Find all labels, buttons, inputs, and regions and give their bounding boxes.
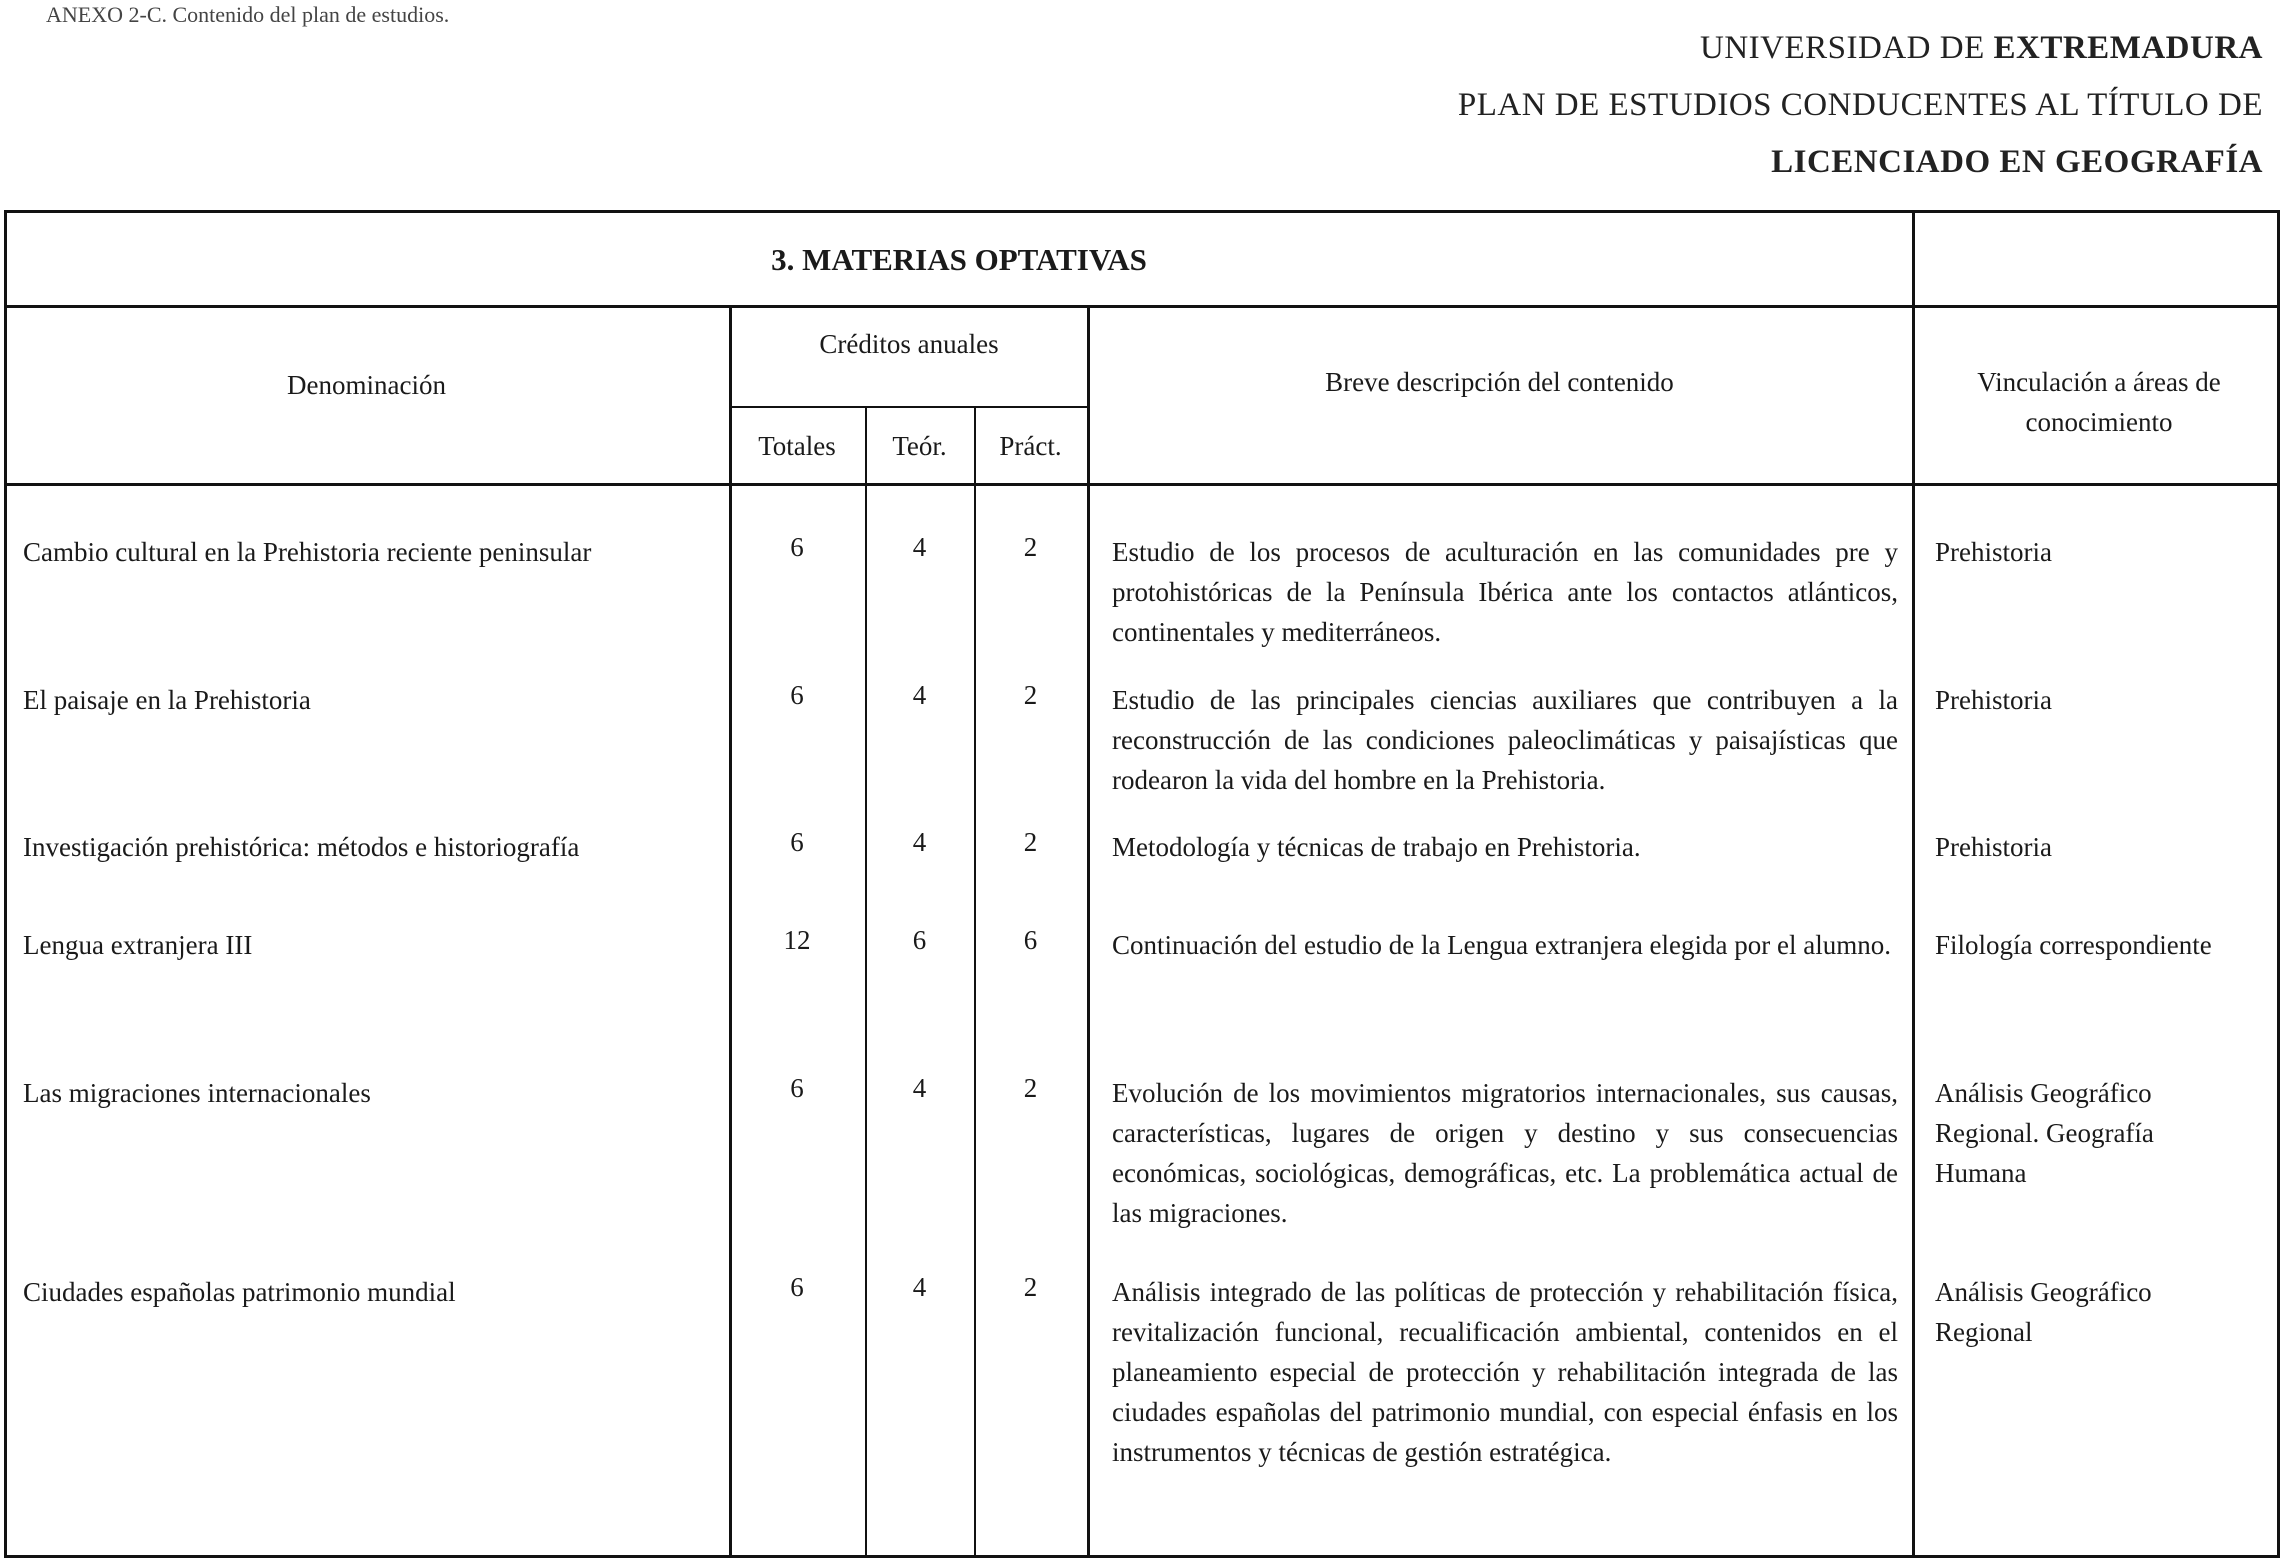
- row-totales: 6: [790, 532, 804, 562]
- header-descripcion: Breve descripción del contenido: [1325, 367, 1674, 397]
- row-area: Prehistoria: [1935, 832, 2052, 862]
- row-pract: 2: [1023, 680, 1038, 710]
- row-teor: 6: [912, 925, 927, 955]
- courses-table: [4, 210, 2280, 1558]
- row-name: Las migraciones internacionales: [23, 1078, 371, 1108]
- row-name: Cambio cultural en la Prehistoria reciente peninsular: [23, 537, 592, 567]
- header-plan: PLAN DE ESTUDIOS CONDUCENTES AL TÍTULO DE: [1457, 87, 2263, 123]
- row-name: Lengua extranjera III: [23, 930, 253, 960]
- row-pract: 2: [1023, 827, 1038, 857]
- row-area: Filología correspondiente: [1935, 930, 2212, 960]
- row-teor: 4: [912, 532, 927, 562]
- row-description: Continuación del estudio de la Lengua extranjera elegida por el alumno.: [1112, 930, 1891, 960]
- row-area: Análisis Geográfico Regional. Geografía Humana: [1935, 1078, 2154, 1188]
- row-area: Prehistoria: [1935, 537, 2052, 567]
- header-degree: LICENCIADO EN GEOGRAFÍA: [1771, 144, 2263, 180]
- header-vinculacion: Vinculación a áreas de conocimiento: [1977, 367, 2221, 437]
- header-totales: Totales: [758, 431, 836, 461]
- row-teor: 4: [912, 1073, 927, 1103]
- row-description: Metodología y técnicas de trabajo en Prehistoria.: [1112, 832, 1641, 862]
- row-description: Análisis integrado de las políticas de protección y rehabilitación física, revitalización funcional, recualificación ambiental, contenidos en el planeamiento especial de protección y rehabilitación integrada de las ciudades españolas del patrimonio mundial, con especial énfasis en los instrumentos y técnicas de gestión estratégica.: [1112, 1277, 1898, 1467]
- row-teor: 4: [912, 1272, 927, 1302]
- row-totales: 6: [790, 827, 804, 857]
- table-title: 3. MATERIAS OPTATIVAS: [771, 242, 1147, 277]
- row-pract: 2: [1023, 1073, 1038, 1103]
- header-teor: Teór.: [892, 431, 947, 461]
- header-university-prefix: UNIVERSIDAD DE: [1700, 30, 1994, 66]
- row-totales: 6: [790, 680, 804, 710]
- header-university: [1700, 30, 2263, 67]
- annex-label: ANEXO 2-C. Contenido del plan de estudios.: [46, 2, 450, 27]
- row-pract: 2: [1023, 1272, 1038, 1302]
- row-name: El paisaje en la Prehistoria: [23, 685, 311, 715]
- row-area: Análisis Geográfico Regional: [1935, 1277, 2152, 1347]
- header-denominacion: Denominación: [287, 370, 446, 400]
- row-pract: 6: [1023, 925, 1038, 955]
- row-teor: 4: [912, 680, 927, 710]
- row-totales: 12: [783, 925, 811, 955]
- row-totales: 6: [790, 1272, 804, 1302]
- row-totales: 6: [790, 1073, 804, 1103]
- row-description: Estudio de los procesos de aculturación en las comunidades pre y protohistóricas de la Península Ibérica ante los contactos atlánticos, continentales y mediterráneos.: [1112, 537, 1898, 647]
- row-name: Ciudades españolas patrimonio mundial: [23, 1277, 456, 1307]
- row-name: Investigación prehistórica: métodos e historiografía: [23, 832, 580, 862]
- row-description: Evolución de los movimientos migratorios internacionales, sus causas, características, lugares de origen y destino y sus consecuencias económicas, sociológicas, demográficas, etc. La problemática actual de las migraciones.: [1112, 1078, 1898, 1228]
- header-university-name: EXTREMADURA: [1993, 30, 2263, 66]
- row-pract: 2: [1023, 532, 1038, 562]
- header-pract: Práct.: [999, 431, 1062, 461]
- row-description: Estudio de las principales ciencias auxiliares que contribuyen a la reconstrucción de las condiciones paleoclimáticas y paisajísticas que rodearon la vida del hombre en la Prehistoria.: [1112, 685, 1898, 795]
- row-area: Prehistoria: [1935, 685, 2052, 715]
- row-teor: 4: [912, 827, 927, 857]
- header-creditos: Créditos anuales: [819, 329, 999, 359]
